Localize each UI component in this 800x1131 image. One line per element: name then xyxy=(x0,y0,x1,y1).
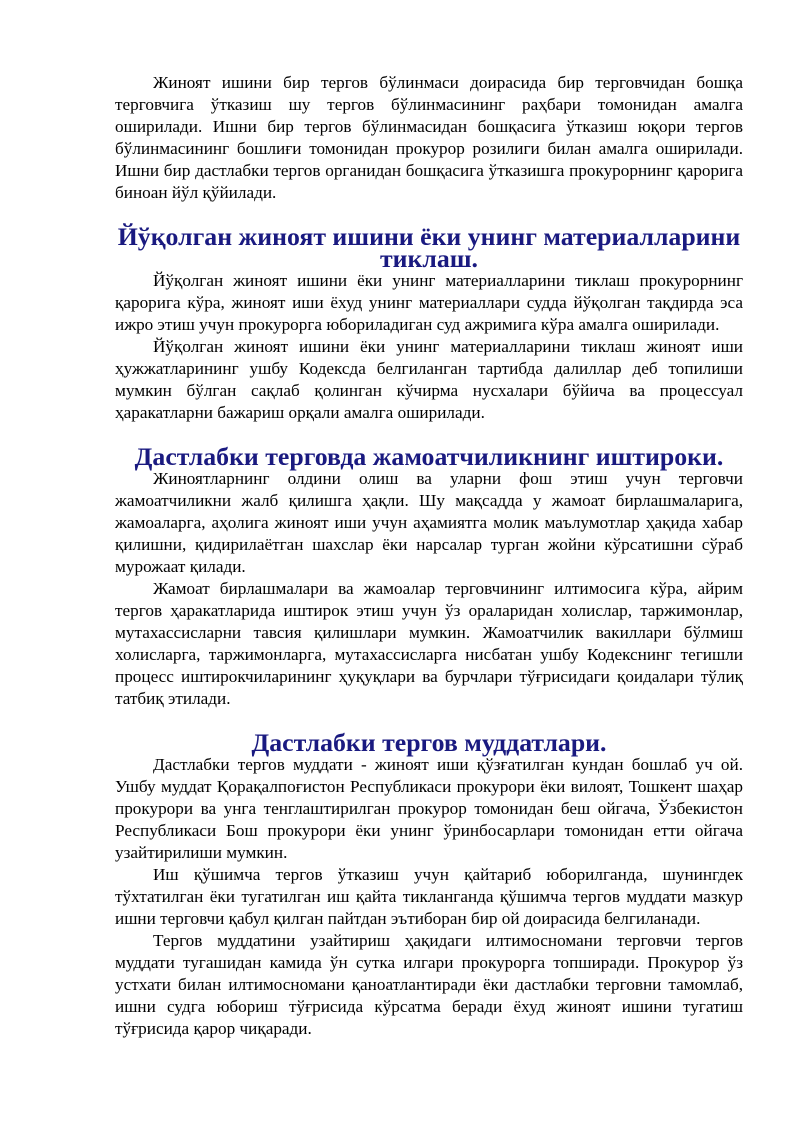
paragraph-public-participation-1: Жиноятларнинг олдини олиш ва уларни фош этиш учун терговчи жамоатчиликни жалб қилишга ҳақли. Шу мақсадда у жамоат бирлашмаларига, жамоаларга, аҳолига жиноят иши учун аҳамиятга молик маълумотлар ҳақида хабар қилишни, қидирилаётган шахслар ёки нарсалар турган жойни кўрсатишни сўраб мурожаат қилади. xyxy=(115,469,743,576)
paragraph-restore-case-2: Йўқолган жиноят ишини ёки унинг материалларини тиклаш жиноят иши ҳужжатларининг ушбу Кодексда белгиланган тартибда далиллар деб топилиши мумкин бўлган сақлаб қолинган кўчирма нусхалари бўйича ва процессуал ҳаракатларни бажариш орқали амалга оширилади. xyxy=(115,337,743,422)
heading-restore-case: Йўқолган жиноят ишини ёки унинг материалларини тиклаш. xyxy=(117,222,741,273)
heading-investigation-terms: Дастлабки тергов муддатлари. xyxy=(251,728,607,757)
paragraph-investigation-terms-1: Дастлабки тергов муддати - жиноят иши қўзғатилган кундан бошлаб уч ой. Ушбу муддат Қорақалпоғистон Республикаси прокурори ёки вилоят, Тошкент шаҳар прокурори ва унга тенглаштирилган прокурор томонидан беш ойгача, Ўзбекистон Республикаси Бош прокурори ёки унинг ўринбосарлари томонидан етти ойгача узайтирилиши мумкин. xyxy=(115,755,743,862)
paragraph-investigation-terms-2: Иш қўшимча тергов ўтказиш учун қайтариб юборилганда, шунингдек тўхтатилган ёки тугатилган иш қайта тикланганда қўшимча тергов муддати мазкур ишни терговчи қабул қилган пайтдан эътиборан бир ой доирасида белгиланади. xyxy=(115,865,743,928)
paragraph-transfer-case: Жиноят ишини бир тергов бўлинмаси доирасида бир терговчидан бошқа терговчига ўтказиш шу тергов бўлинмасининг раҳбари томонидан амалга оширилади. Ишни бир тергов бўлинмасидан бошқасига ўтказиш юқори тергов бўлинмасининг бошлиғи томонидан прокурор розилиги билан амалга оширилади. Ишни бир дастлабки тергов органидан бошқасига ўтказишга прокурорнинг қарорига биноан йўл қўйилади. xyxy=(115,73,743,202)
heading-public-participation: Дастлабки терговда жамоатчиликнинг иштироки. xyxy=(134,442,724,471)
paragraph-restore-case-1: Йўқолган жиноят ишини ёки унинг материалларини тиклаш прокурорнинг қарорига кўра, жиноят иши ёхуд унинг материаллари судда йўқолган тақдирда эса ижро этиш учун прокурорга юбориладиган суд ажримига кўра амалга оширилади. xyxy=(115,271,743,334)
paragraph-public-participation-2: Жамоат бирлашмалари ва жамоалар терговчининг илтимосига кўра, айрим тергов ҳаракатларида иштирок этиш учун ўз ораларидан холислар, таржимонлар, мутахассисларни тавсия қилишлари мумкин. Жамоатчилик вакиллари бўлмиш холисларга, таржимонларга, мутахассисларга нисбатан ушбу Кодекснинг тегишли процесс иштирокчиларининг ҳуқуқлари ва бурчлари тўғрисидаги қоидалари тўлиқ татбиқ этилади. xyxy=(115,579,743,708)
paragraph-investigation-terms-3: Тергов муддатини узайтириш ҳақидаги илтимосномани терговчи тергов муддати тугашидан камида ўн сутка илгари прокурорга топширади. Прокурор ўз устхати билан илтимосномани қаноатлантиради ёки дастлабки терговни тамомлаб, ишни судга юбориш тўғрисида кўрсатма беради ёхуд жиноят ишини тугатиш тўғрисида қарор чиқаради. xyxy=(115,931,743,1038)
